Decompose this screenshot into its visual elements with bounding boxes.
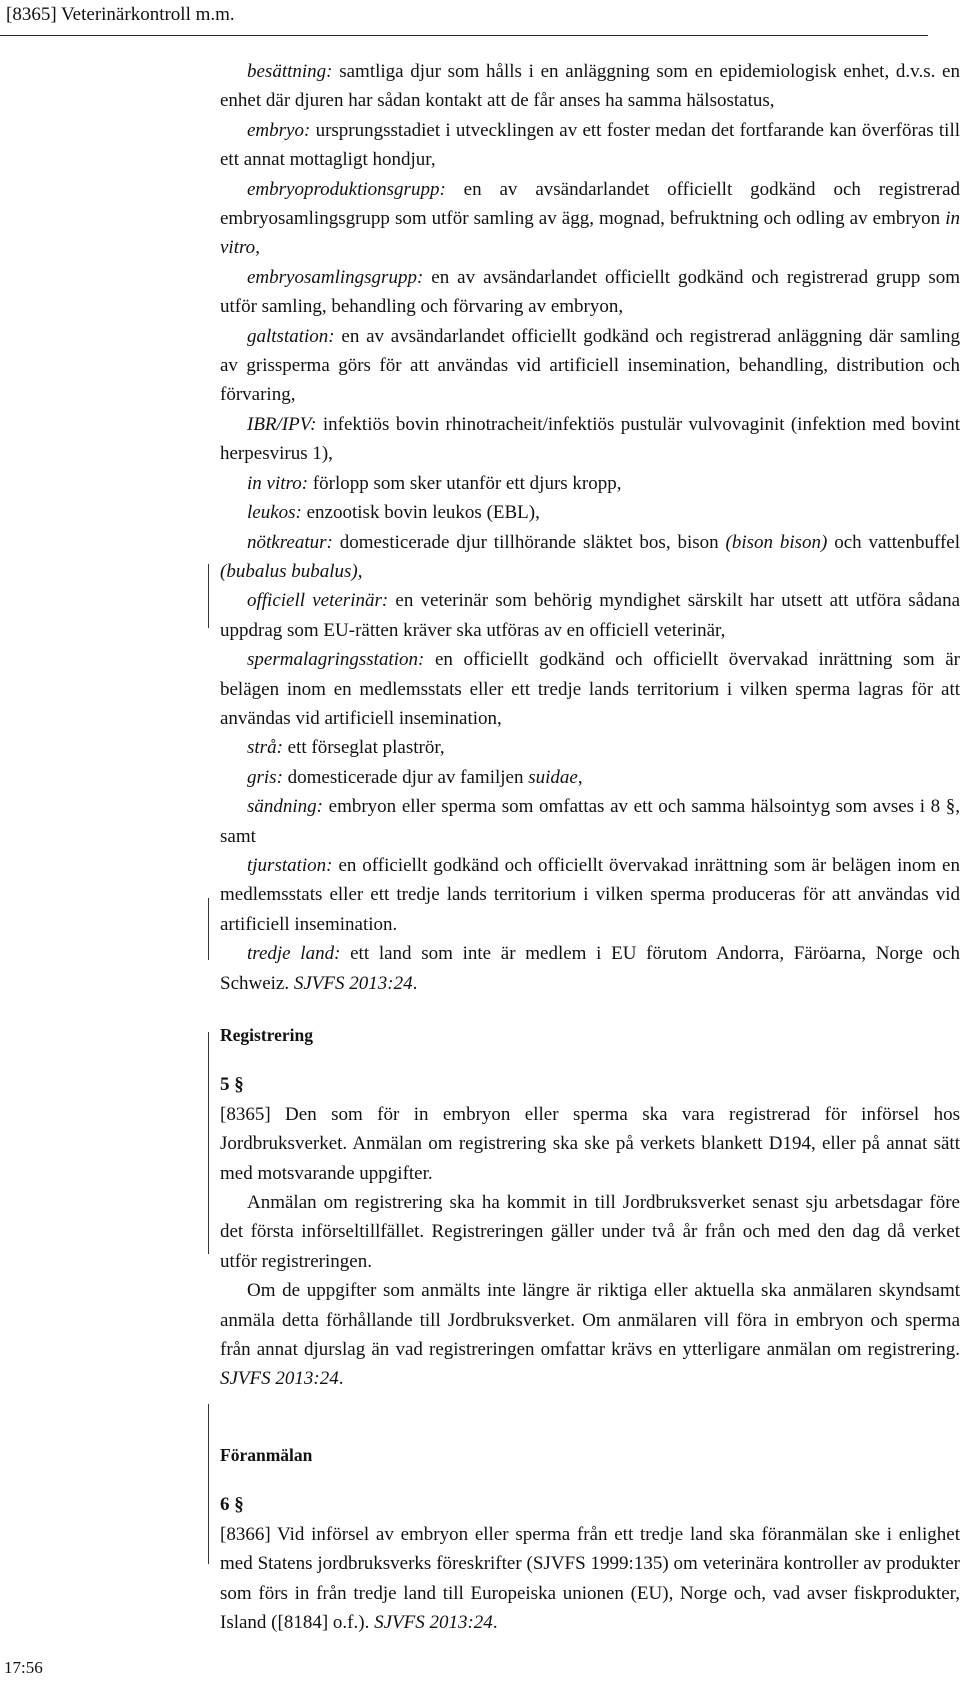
definition-stra — [220, 733, 960, 762]
definition-term: tjurstation: — [247, 854, 333, 876]
definition-text: ett land som inte är medlem i EU förutom Andorra, Färöarna, Norge och Schweiz. — [220, 943, 960, 994]
definition-tail: . — [412, 972, 418, 994]
change-bar — [208, 564, 209, 628]
definition-term: nötkreatur: — [247, 531, 333, 553]
definition-spermalagringsstation — [220, 645, 960, 733]
definition-term: strå: — [247, 737, 283, 759]
definition-term: embryosamlingsgrupp: — [247, 266, 424, 288]
definition-term: sändning: — [247, 796, 323, 818]
definition-besattning — [220, 57, 960, 116]
legal-reference: SJVFS 2013:24 — [220, 1368, 339, 1390]
paragraph-tail: . — [492, 1611, 498, 1633]
section5-paragraph — [220, 1276, 960, 1394]
definition-in-vitro — [220, 469, 960, 498]
definition-text: en av avsändarlandet officiellt godkänd och registrerad embryosamlingsgrupp som utför samling av ägg, mognad, befruktning och odling av embryon — [220, 178, 960, 230]
definition-text: förlopp som sker utanför ett djurs kropp, — [312, 472, 622, 494]
paragraph-tail: . — [338, 1368, 344, 1390]
section-heading-registrering: Registrering — [220, 1025, 313, 1045]
definition-galtstation — [220, 322, 960, 410]
definition-term: tredje land: — [247, 943, 341, 965]
running-header: [8365] Veterinärkontroll m.m. — [6, 4, 235, 25]
change-bar — [208, 898, 209, 960]
section-heading-foranmalan: Föranmälan — [220, 1444, 313, 1465]
definition-text: domesticerade djur av familjen — [287, 766, 524, 788]
definition-italic: (bubalus bubalus) — [220, 560, 358, 582]
definition-text: infektiös bovin rhinotracheit/infektiös pustulär vulvovaginit (infektion med bovint herpesvirus 1), — [220, 413, 960, 465]
definition-text: samtliga djur som hålls i en anläggning som en epidemiologisk enhet, d.v.s. en enhet där djuren har sådan kontakt att de får anses ha samma hälsostatus, — [220, 61, 960, 112]
definition-text: embryon eller sperma som omfattas av ett och samma hälsointyg som avses i 8 §, samt — [220, 796, 960, 847]
definition-italic: suidae — [528, 766, 578, 788]
paragraph-text: [8366] Vid införsel av embryon eller sperma från ett tredje land ska föranmälan ske i enlighet med Statens jordbruksverks föreskrifter (SJVFS 1999:135) om veterinära kontroller av produkter som förs in från tredje land till Europeiska unionen (EU), Norge och, vad avser fiskprodukter, Island ([8184] o.f.). — [220, 1523, 960, 1633]
print-time: 17:56 — [4, 1658, 43, 1677]
definition-tail: , — [577, 766, 583, 788]
definition-text: och vattenbuffel — [834, 531, 960, 553]
definition-sandning — [220, 792, 960, 851]
definition-italic: (bison bison) — [725, 531, 828, 553]
definition-term: besättning: — [247, 61, 333, 82]
section-number: 6 § — [220, 1494, 244, 1516]
definition-text: en av avsändarlandet officiellt godkänd och registrerad anläggning där samling av grissperma görs för att användas vid artificiell insemination, behandling, distribution och förvaring, — [220, 325, 960, 406]
definition-officiell-veterinar — [220, 586, 960, 645]
definition-text: en officiellt godkänd och officiellt övervakad inrättning som är belägen inom en medlemsstats eller ett tredje lands territorium i vilken sperma produceras för att användas vid artificiell insemination. — [220, 854, 960, 935]
definition-text: enzootisk bovin leukos (EBL), — [306, 502, 540, 524]
definition-term: in vitro: — [247, 472, 309, 494]
change-bar — [208, 1404, 209, 1564]
definition-tjurstation — [220, 851, 960, 939]
definition-embryo — [220, 116, 960, 175]
definition-term: embryo: — [247, 119, 311, 141]
legal-reference: SJVFS 2013:24 — [374, 1611, 493, 1633]
section6-paragraph — [220, 1520, 960, 1638]
definition-ibr-ipv — [220, 410, 960, 469]
definition-gris — [220, 763, 960, 792]
definition-term: gris: — [247, 766, 283, 788]
definition-text: ett förseglat plaströr, — [287, 737, 445, 759]
definition-term: officiell veterinär: — [247, 590, 389, 612]
definition-term: leukos: — [247, 502, 302, 524]
definition-tail: , — [357, 560, 363, 582]
legal-reference: SJVFS 2013:24 — [293, 972, 413, 994]
definition-term: spermalagringsstation: — [247, 649, 425, 671]
definition-term: IBR/IPV: — [247, 413, 317, 435]
definition-embryosamlingsgrupp — [220, 263, 960, 322]
definition-tail: , — [255, 237, 260, 259]
definition-embryoproduktionsgrupp — [220, 175, 960, 263]
document-body — [220, 57, 960, 1637]
definition-term: embryoproduktionsgrupp: — [247, 178, 446, 200]
definition-notkreatur — [220, 528, 960, 587]
definition-text: en av avsändarlandet officiellt godkänd och registrerad grupp som utför samling, behandling och förvaring av embryon, — [220, 266, 960, 318]
section-number: 5 § — [220, 1074, 244, 1096]
definition-text: en officiellt godkänd och officiellt övervakad inrättning som är belägen inom en medlemsstats eller ett tredje lands territorium i vilken sperma lagras för att användas vid artificiell insemination, — [220, 649, 960, 729]
definition-text: ursprungsstadiet i utvecklingen av ett foster medan det fortfarande kan överföras till ett annat mottagligt hondjur, — [220, 119, 960, 171]
change-bar — [208, 1032, 209, 1254]
header-divider — [0, 35, 928, 36]
definition-leukos — [220, 498, 960, 527]
definition-text: en veterinär som behörig myndighet särskilt har utsett att utföra sådana uppdrag som EU-rätten kräver ska utföras av en officiell veterinär, — [220, 590, 960, 641]
definition-italic: in vitro — [220, 208, 960, 259]
definition-text: domesticerade djur tillhörande släktet bos, bison — [339, 531, 719, 553]
section5-paragraph: [8365] Den som för in embryon eller sperma ska vara registrerad för införsel hos Jordbruksverket. Anmälan om registrering ska ske på verkets blankett D194, eller på annat sätt med motsvarande uppgifter. — [220, 1103, 960, 1184]
paragraph-text: Om de uppgifter som anmälts inte längre är riktiga eller aktuella ska anmälaren skyndsamt anmäla detta förhållande till Jordbruksverket. Om anmälaren vill föra in embryon och sperma från annat djurslag än vad registreringen omfattar krävs en ytterligare anmälan om registrering. — [220, 1280, 960, 1361]
definition-term: galtstation: — [247, 325, 335, 347]
definition-tredje-land — [220, 939, 960, 998]
section5-paragraph: Anmälan om registrering ska ha kommit in till Jordbruksverket senast sju arbetsdagar före det första införseltillfället. Registreringen gäller under två år från och med den dag då verket utför registreringen. — [220, 1192, 960, 1272]
